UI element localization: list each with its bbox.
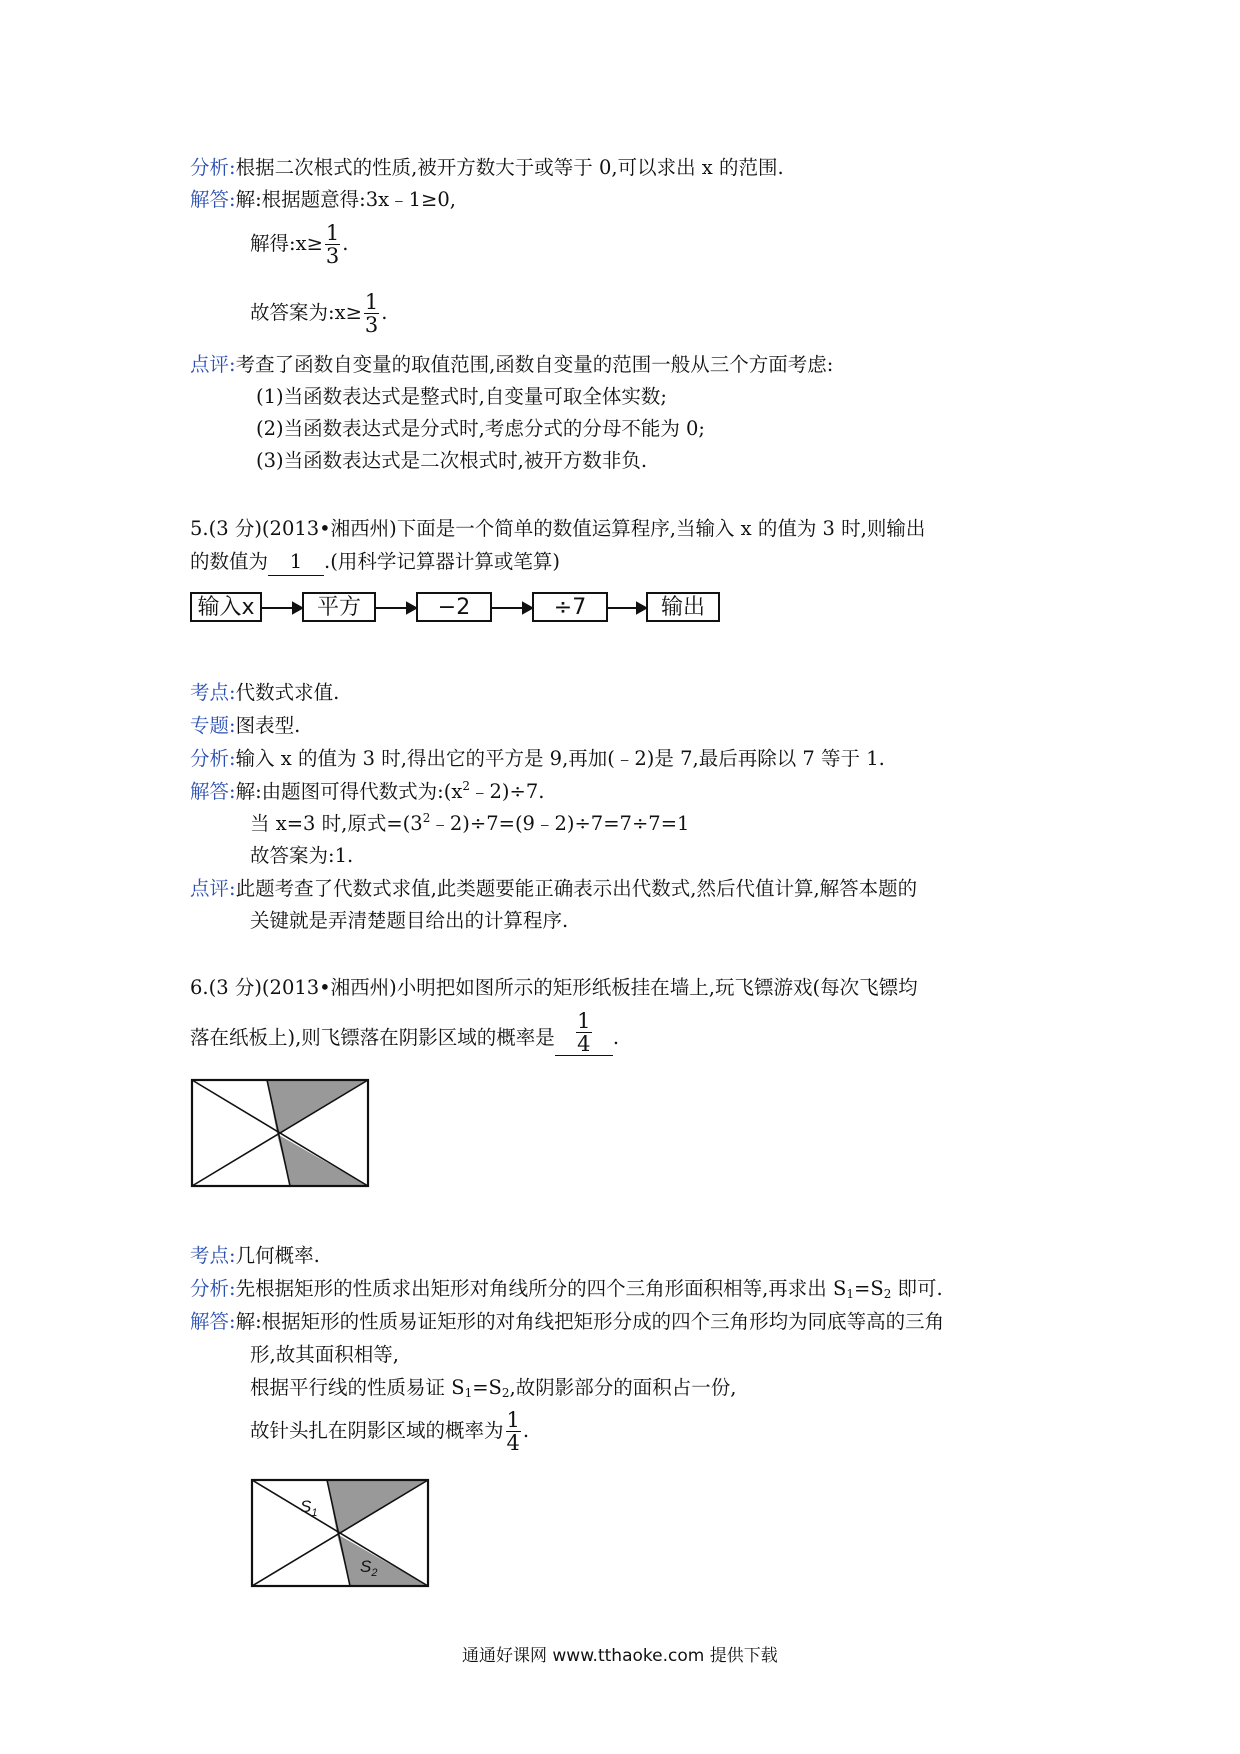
q5-fenxi-text: 输入 x 的值为 3 时,得出它的平方是 9,再加(﹣2)是 7,最后再除以 7 等于 1.	[235, 747, 885, 770]
label-kaodian: 考点:	[190, 681, 236, 704]
arrowhead-1	[293, 603, 302, 613]
label-kaodian: 考点:	[190, 1244, 236, 1267]
comment-line	[190, 352, 833, 378]
q6-stem-line2: 落在纸板上),则飞镖落在阴影区域的概率是 $\frac{1}{4}$ .	[190, 1009, 620, 1056]
flow-box-input	[190, 592, 262, 622]
q6-solution-figure	[250, 1478, 432, 1590]
q6-answer-blank	[555, 1010, 613, 1056]
step1-text: 解得:x≥	[250, 232, 323, 255]
q6-line2-pre: 落在纸板上),则飞镖落在阴影区域的概率是	[190, 1026, 555, 1049]
q6-kaodian	[190, 1243, 320, 1269]
q6-jieda3-post: ,故阴影部分的面积占一份,	[509, 1376, 737, 1399]
q5-jieda-pre: 解:由题图可得代数式为:(x	[235, 780, 463, 803]
flow-minus2-label: −2	[437, 595, 471, 620]
frac-num: 1	[577, 1009, 591, 1033]
label-analysis: 分析:	[190, 747, 236, 770]
solution-text: 解:根据题意得:3x﹣1≥0,	[235, 188, 456, 211]
q5-calc-sup: 2	[422, 811, 431, 825]
q6-jieda-1: 解:根据矩形的性质易证矩形的对角线把矩形分成的四个三角形均为同底等高的三角	[235, 1310, 945, 1333]
q5-jieda-post: ﹣2)÷7.	[469, 780, 545, 803]
label-s1	[300, 1497, 317, 1519]
s2-sub: 2	[371, 1567, 378, 1579]
q6-jieda3-pre: 根据平行线的性质易证 S	[250, 1376, 465, 1399]
q6-jieda-4: 故针头扎在阴影区域的概率为 $\frac{1}{4}$ .	[250, 1408, 530, 1455]
q5-sup-2: 2	[462, 779, 470, 793]
q5-line2-pre: 的数值为	[190, 550, 269, 573]
q6-jieda-3	[250, 1375, 736, 1401]
comment-text: 考查了函数自变量的取值范围,函数自变量的范围一般从三个方面考虑:	[235, 353, 834, 376]
label-zhuanti: 专题:	[190, 714, 236, 737]
q5-stem-line2	[190, 549, 560, 576]
shaded-region-top	[267, 1080, 368, 1134]
shaded-region-top	[327, 1480, 428, 1534]
q5-answer-blank: 1	[268, 549, 324, 576]
q5-calc-pre: 当 x=3 时,原式=(3	[250, 812, 423, 835]
q6-fenxi-mid: =S	[853, 1277, 884, 1300]
label-solution: 解答:	[190, 780, 236, 803]
q5-zhuanti	[190, 713, 300, 739]
flow-arrows	[262, 598, 662, 618]
frac-num: 1	[506, 1408, 520, 1432]
q6-jieda4-pre: 故针头扎在阴影区域的概率为	[250, 1419, 504, 1442]
q6-fenxi	[190, 1276, 943, 1302]
flow-input-label: 输入x	[197, 595, 255, 620]
q6-fenxi-post: 即可.	[891, 1277, 943, 1300]
q5-dianping-1: 此题考查了代数式求值,此类题要能正确表示出代数式,然后代值计算,解答本题的	[235, 877, 918, 900]
flow-output-label: 输出	[660, 595, 705, 620]
arrowhead-2	[407, 603, 416, 613]
q6-answer-frac	[576, 1010, 591, 1055]
q6-stem-line1: 6.(3 分)(2013•湘西州)小明把如图所示的矩形纸板挂在墙上,玩飞镖游戏(每次飞镖均	[190, 976, 918, 999]
q5-stem-line1: 5.(3 分)(2013•湘西州)下面是一个简单的数值运算程序,当输入 x 的值为 3 时,则输出	[190, 517, 926, 540]
fraction-one-third-2	[364, 291, 379, 336]
q5-kaodian	[190, 680, 339, 706]
q5-jieda	[190, 779, 544, 805]
q5-final: 故答案为:1.	[250, 844, 354, 867]
flow-div7-label: ÷7	[553, 595, 587, 620]
frac-den: 4	[577, 1032, 591, 1056]
frac-den: 3	[364, 313, 379, 337]
q6-jieda	[190, 1309, 944, 1335]
page-footer: 通通好课网 www.tthaoke.com 提供下载	[462, 1646, 778, 1666]
label-analysis: 分析:	[190, 156, 236, 179]
q5-dianping-2: 关键就是弄清楚题目给出的计算程序.	[250, 909, 569, 932]
label-solution: 解答:	[190, 1310, 236, 1333]
label-solution: 解答:	[190, 188, 236, 211]
q6-jieda-2: 形,故其面积相等,	[250, 1343, 399, 1366]
label-analysis: 分析:	[190, 1277, 236, 1300]
fraction-one-quarter	[506, 1409, 521, 1454]
q6-kaodian-text: 几何概率.	[235, 1244, 320, 1267]
frac-den: 4	[506, 1431, 520, 1455]
comment-item-2: (2)当函数表达式是分式时,考虑分式的分母不能为 0;	[256, 417, 705, 440]
frac-den: 3	[325, 244, 340, 268]
frac-num: 1	[325, 221, 340, 245]
q5-dianping	[190, 876, 917, 902]
sub-2: 2	[883, 1287, 892, 1301]
q5-fenxi	[190, 746, 885, 772]
s1-sub: 1	[311, 1507, 318, 1519]
sub-2: 2	[501, 1386, 510, 1400]
flow-square-label: 平方	[316, 595, 361, 620]
solution-line	[190, 187, 456, 213]
sub-1: 1	[846, 1287, 854, 1301]
comment-item-1: (1)当函数表达式是整式时,自变量可取全体实数;	[256, 385, 667, 408]
q5-zhuanti-text: 图表型.	[235, 714, 301, 737]
label-comment: 点评:	[190, 877, 236, 900]
arrowhead-4	[637, 603, 646, 613]
sub-1: 1	[464, 1386, 473, 1400]
q6-rectangle-figure	[190, 1078, 372, 1190]
q6-jieda3-mid: =S	[472, 1376, 502, 1399]
s2-letter: S	[360, 1557, 372, 1576]
solution-step-2: 故答案为:x≥ $\frac{1}{3}$ .	[250, 290, 388, 337]
solution-step-1: 解得:x≥ $\frac{1}{3}$ .	[250, 221, 349, 268]
q5-kaodian-text: 代数式求值.	[235, 681, 340, 704]
step2-text: 故答案为:x≥	[250, 301, 362, 324]
analysis-text: 根据二次根式的性质,被开方数大于或等于 0,可以求出 x 的范围.	[235, 156, 784, 179]
comment-item-3: (3)当函数表达式是二次根式时,被开方数非负.	[256, 449, 648, 472]
fraction-one-third	[325, 222, 340, 267]
analysis-line	[190, 155, 784, 181]
s1-letter: S	[300, 1497, 312, 1516]
arrowhead-3	[523, 603, 532, 613]
q5-calc-post: ﹣2)÷7=(9﹣2)÷7=7÷7=1	[430, 812, 690, 835]
label-comment: 点评:	[190, 353, 236, 376]
frac-num: 1	[364, 290, 379, 314]
q5-line2-post: .(用科学记算器计算或笔算)	[324, 550, 560, 573]
q5-calc	[250, 811, 689, 837]
q6-fenxi-pre: 先根据矩形的性质求出矩形对角线所分的四个三角形面积相等,再求出 S	[235, 1277, 847, 1300]
